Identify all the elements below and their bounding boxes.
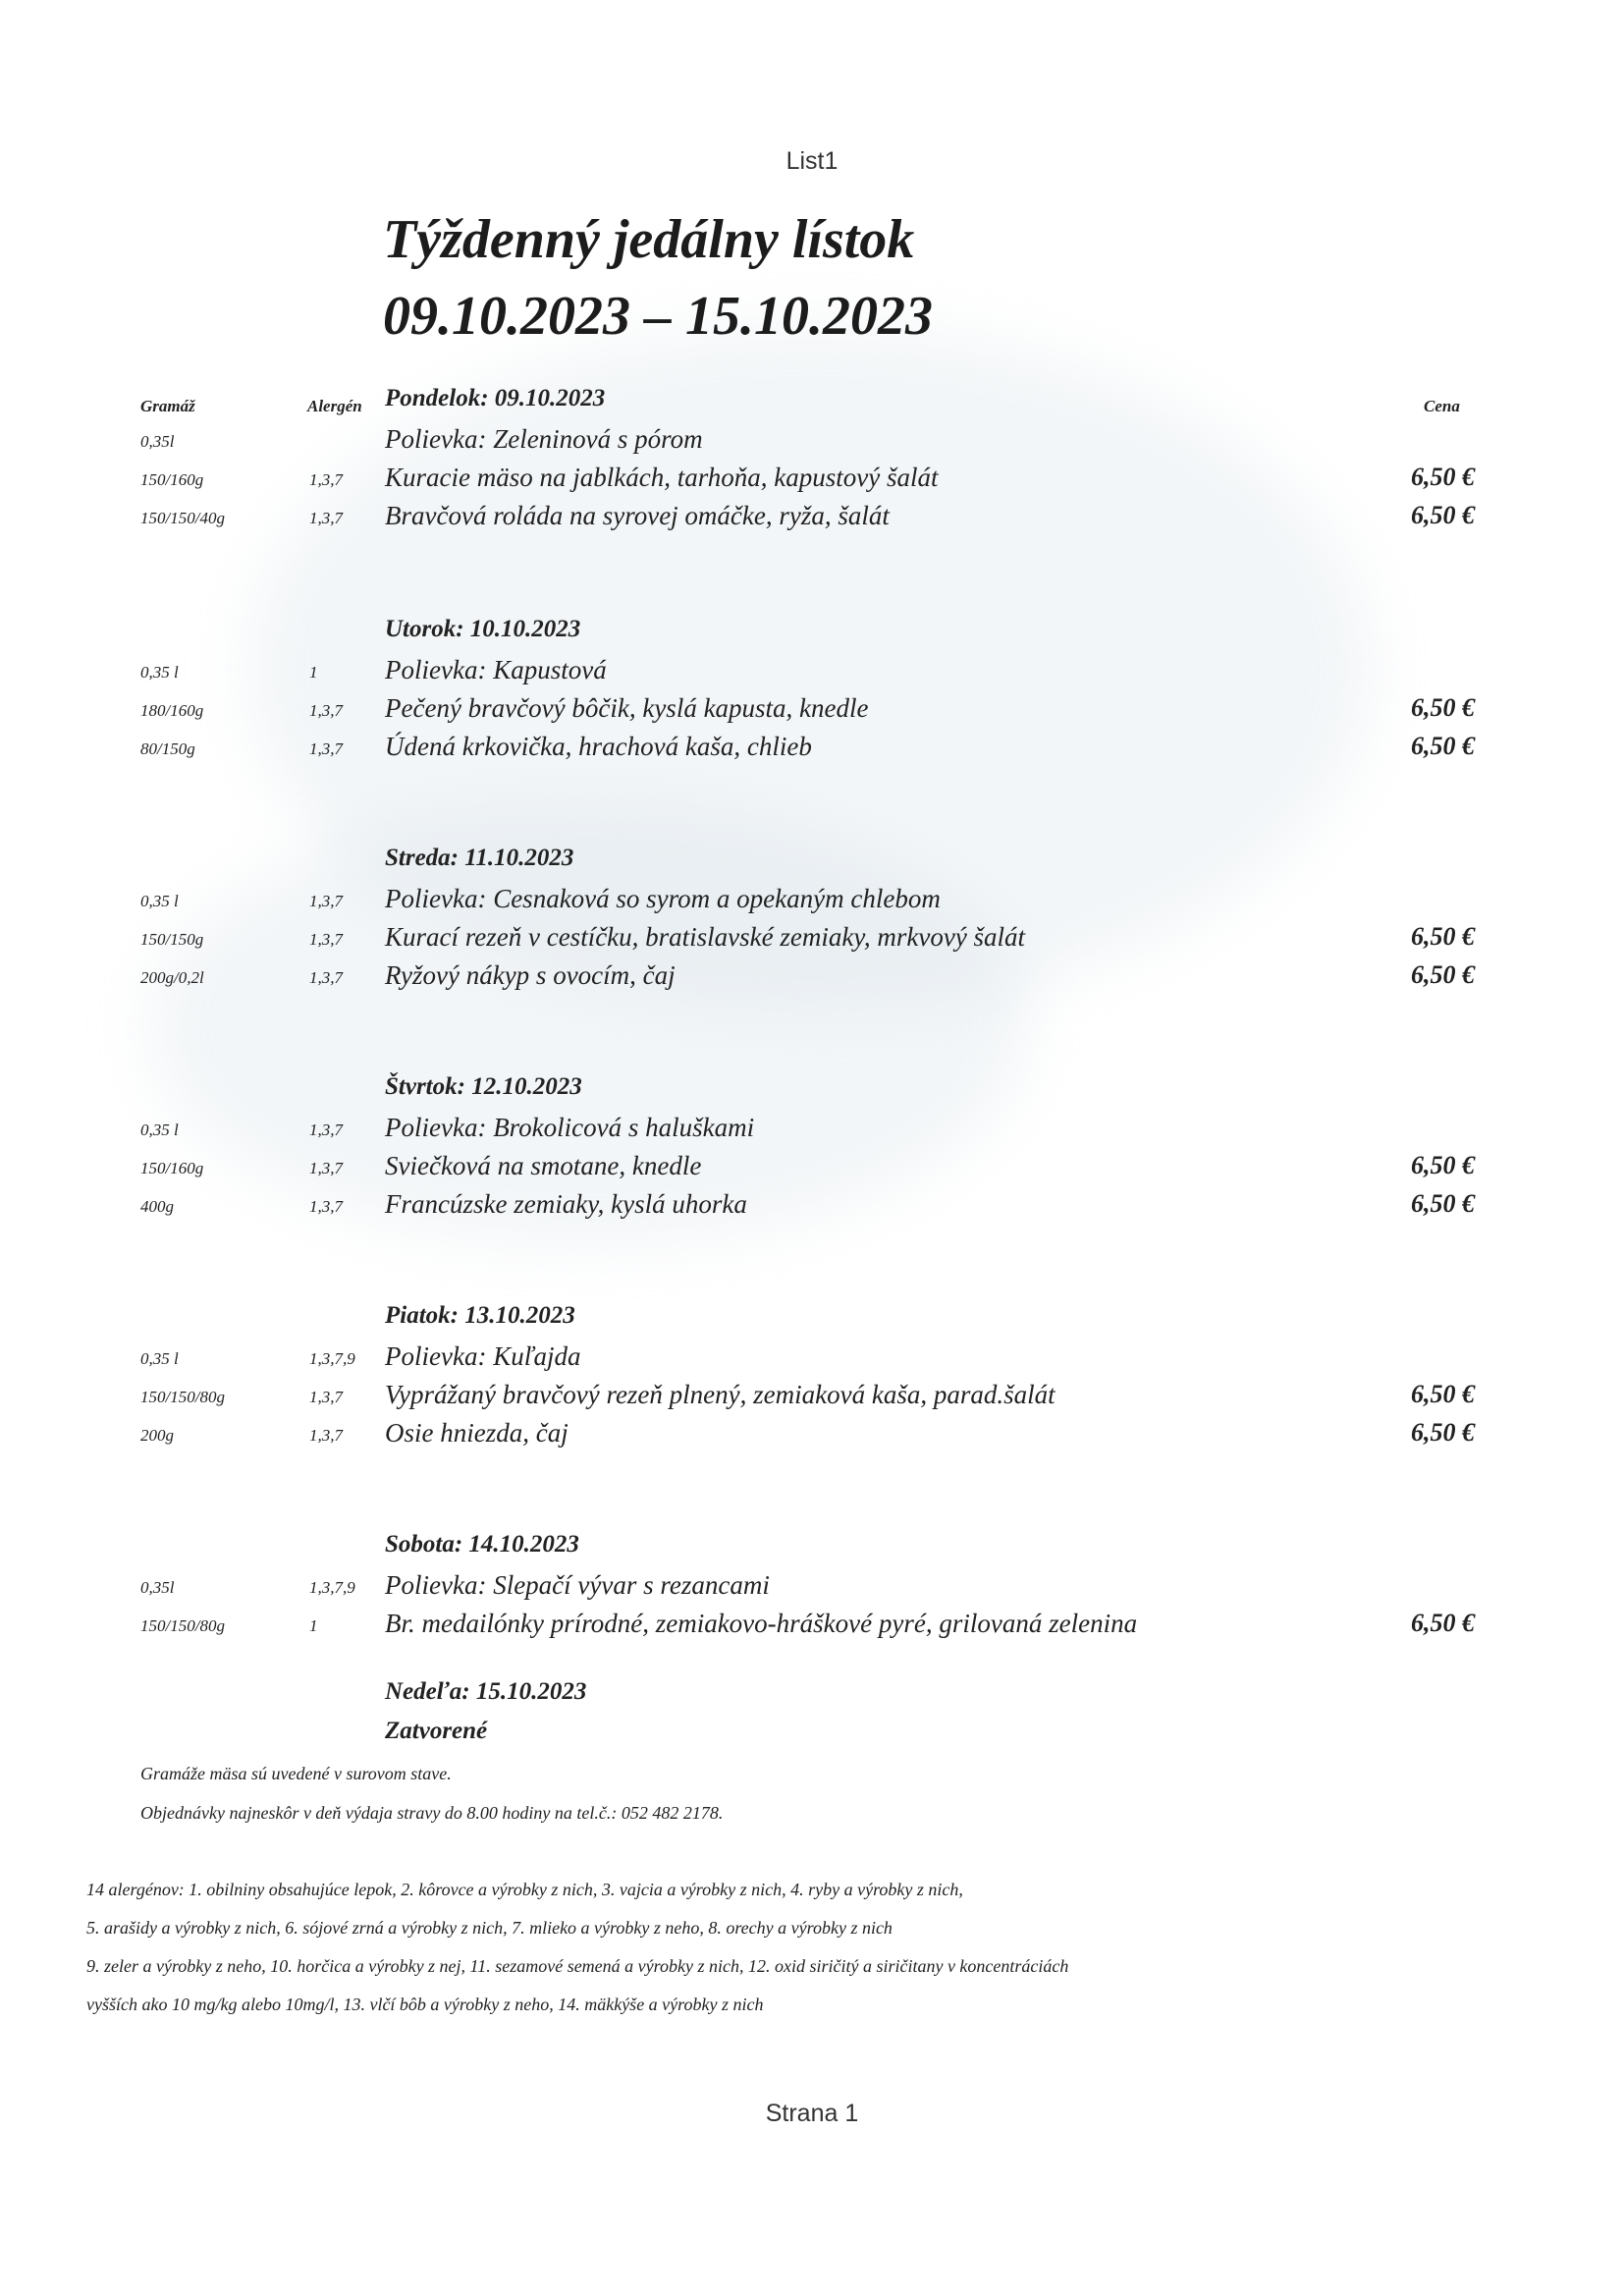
menu-row	[0, 424, 1624, 462]
sheet-label: List1	[785, 147, 839, 175]
allergens: 1,3,7	[309, 470, 343, 489]
price: 6,50 €	[1411, 1380, 1475, 1408]
allergens: 1,3,7	[309, 930, 343, 949]
grammage: 0,35 l	[140, 663, 179, 682]
price: 6,50 €	[1411, 501, 1475, 529]
dish-name: Polievka: Zeleninová s pórom	[385, 424, 703, 454]
grammage: 150/150/80g	[140, 1616, 225, 1635]
dish-name: Vyprážaný bravčový rezeň plnený, zemiaková kaša, parad.šalát	[385, 1380, 1056, 1409]
allergens: 1,3,7,9	[309, 1578, 355, 1597]
grammage: 0,35l	[140, 1578, 175, 1597]
column-header-gramaz: Gramáž	[140, 397, 195, 415]
dish-name: Br. medailónky prírodné, zemiakovo-hráškové pyré, grilovaná zelenina	[385, 1609, 1138, 1638]
menu-row	[0, 693, 1624, 731]
menu-row	[0, 463, 1624, 500]
allergens: 1	[309, 1616, 318, 1635]
allergen-line: 14 alergénov: 1. obilniny obsahujúce lepok, 2. kôrovce a výrobky z nich, 3. vajcia a výrobky z nich, 4. ryby a výrobky z nich,	[86, 1880, 963, 1899]
day-title: Piatok: 13.10.2023	[385, 1302, 575, 1329]
menu-row	[0, 1380, 1624, 1417]
dish-name: Polievka: Cesnaková so syrom a opekaným chlebom	[385, 884, 941, 913]
grammage: 150/160g	[140, 1159, 204, 1177]
menu-row	[0, 1341, 1624, 1379]
price: 6,50 €	[1411, 1151, 1475, 1179]
menu-row	[0, 1151, 1624, 1188]
menu-row	[0, 922, 1624, 959]
allergens: 1,3,7	[309, 968, 343, 987]
grammage: 0,35 l	[140, 892, 179, 910]
dish-name: Kuracie mäso na jablkách, tarhoňa, kapustový šalát	[385, 463, 939, 492]
allergens: 1,3,7	[309, 1388, 343, 1406]
dish-name: Polievka: Slepačí vývar s rezancami	[385, 1570, 770, 1600]
allergens: 1,3,7	[309, 701, 343, 720]
price: 6,50 €	[1411, 922, 1475, 951]
grammage: 0,35l	[140, 432, 175, 451]
price: 6,50 €	[1411, 1189, 1475, 1218]
allergens: 1	[309, 663, 318, 682]
price: 6,50 €	[1411, 463, 1475, 491]
menu-row	[0, 1113, 1624, 1150]
price: 6,50 €	[1411, 693, 1475, 722]
grammage: 150/150/80g	[140, 1388, 225, 1406]
menu-row	[0, 884, 1624, 921]
dish-name: Polievka: Kuľajda	[385, 1341, 581, 1371]
price: 6,50 €	[1411, 1609, 1475, 1637]
allergens: 1,3,7	[309, 509, 343, 527]
allergens: 1,3,7	[309, 739, 343, 758]
dish-name: Pečený bravčový bôčik, kyslá kapusta, knedle	[385, 693, 869, 723]
allergens: 1,3,7,9	[309, 1349, 355, 1368]
grammage: 400g	[140, 1197, 174, 1216]
allergens: 1,3,7	[309, 1197, 343, 1216]
grammage: 0,35 l	[140, 1121, 179, 1139]
page-title: Týždenný jedálny lístok	[383, 209, 915, 270]
day-title: Nedeľa: 15.10.2023	[385, 1678, 587, 1705]
dish-name: Polievka: Kapustová	[385, 655, 607, 684]
menu-row	[0, 732, 1624, 769]
dish-name: Osie hniezda, čaj	[385, 1418, 568, 1448]
dish-name: Polievka: Brokolicová s haluškami	[385, 1113, 755, 1142]
grammage: 200g	[140, 1426, 174, 1445]
note-orders: Objednávky najneskôr v deň výdaja stravy do 8.00 hodiny na tel.č.: 052 482 2178.	[140, 1803, 724, 1823]
price: 6,50 €	[1411, 1418, 1475, 1447]
allergen-legend	[86, 1871, 1481, 2024]
dish-name: Kurací rezeň v cestíčku, bratislavské zemiaky, mrkvový šalát	[385, 922, 1026, 952]
dish-name: Sviečková na smotane, knedle	[385, 1151, 702, 1180]
grammage: 150/150g	[140, 930, 204, 949]
dish-name: Bravčová roláda na syrovej omáčke, ryža, šalát	[385, 501, 890, 530]
price: 6,50 €	[1411, 960, 1475, 989]
allergens: 1,3,7	[309, 892, 343, 910]
day-title: Štvrtok: 12.10.2023	[385, 1073, 582, 1100]
allergens: 1,3,7	[309, 1121, 343, 1139]
closed-label: Zatvorené	[385, 1718, 488, 1744]
allergens: 1,3,7	[309, 1159, 343, 1177]
note-grammage: Gramáže mäsa sú uvedené v surovom stave.	[140, 1764, 452, 1783]
menu-row	[0, 1189, 1624, 1227]
menu-row	[0, 1609, 1624, 1646]
menu-row	[0, 1570, 1624, 1608]
menu-row	[0, 501, 1624, 538]
menu-row	[0, 655, 1624, 692]
dish-name: Francúzske zemiaky, kyslá uhorka	[385, 1189, 747, 1219]
day-title: Streda: 11.10.2023	[385, 845, 574, 871]
day-title: Utorok: 10.10.2023	[385, 616, 581, 642]
column-header-alergen: Alergén	[307, 397, 362, 415]
dish-name: Údená krkovička, hrachová kaša, chlieb	[385, 732, 812, 761]
grammage: 80/150g	[140, 739, 195, 758]
grammage: 200g/0,2l	[140, 968, 204, 987]
dish-name: Ryžový nákyp s ovocím, čaj	[385, 960, 676, 990]
menu-row	[0, 960, 1624, 998]
allergens: 1,3,7	[309, 1426, 343, 1445]
price: 6,50 €	[1411, 732, 1475, 760]
day-title: Pondelok: 09.10.2023	[385, 385, 606, 411]
allergen-line: vyšších ako 10 mg/kg alebo 10mg/l, 13. vlčí bôb a výrobky z neho, 14. mäkkýše a výrobky z nich	[86, 1995, 764, 2014]
grammage: 150/150/40g	[140, 509, 225, 527]
page-number: Strana 1	[765, 2100, 859, 2127]
day-title: Sobota: 14.10.2023	[385, 1531, 579, 1558]
grammage: 180/160g	[140, 701, 204, 720]
menu-row	[0, 1418, 1624, 1455]
date-range: 09.10.2023 – 15.10.2023	[383, 286, 933, 347]
grammage: 0,35 l	[140, 1349, 179, 1368]
grammage: 150/160g	[140, 470, 204, 489]
column-header-cena: Cena	[1424, 397, 1460, 415]
allergen-line: 5. arašidy a výrobky z nich, 6. sójové zrná a výrobky z nich, 7. mlieko a výrobky z neho, 8. orechy a výrobky z nich	[86, 1918, 893, 1938]
allergen-line: 9. zeler a výrobky z neho, 10. horčica a výrobky z nej, 11. sezamové semená a výrobky z nich, 12. oxid siričitý a siričitany v koncentráciách	[86, 1956, 1069, 1976]
